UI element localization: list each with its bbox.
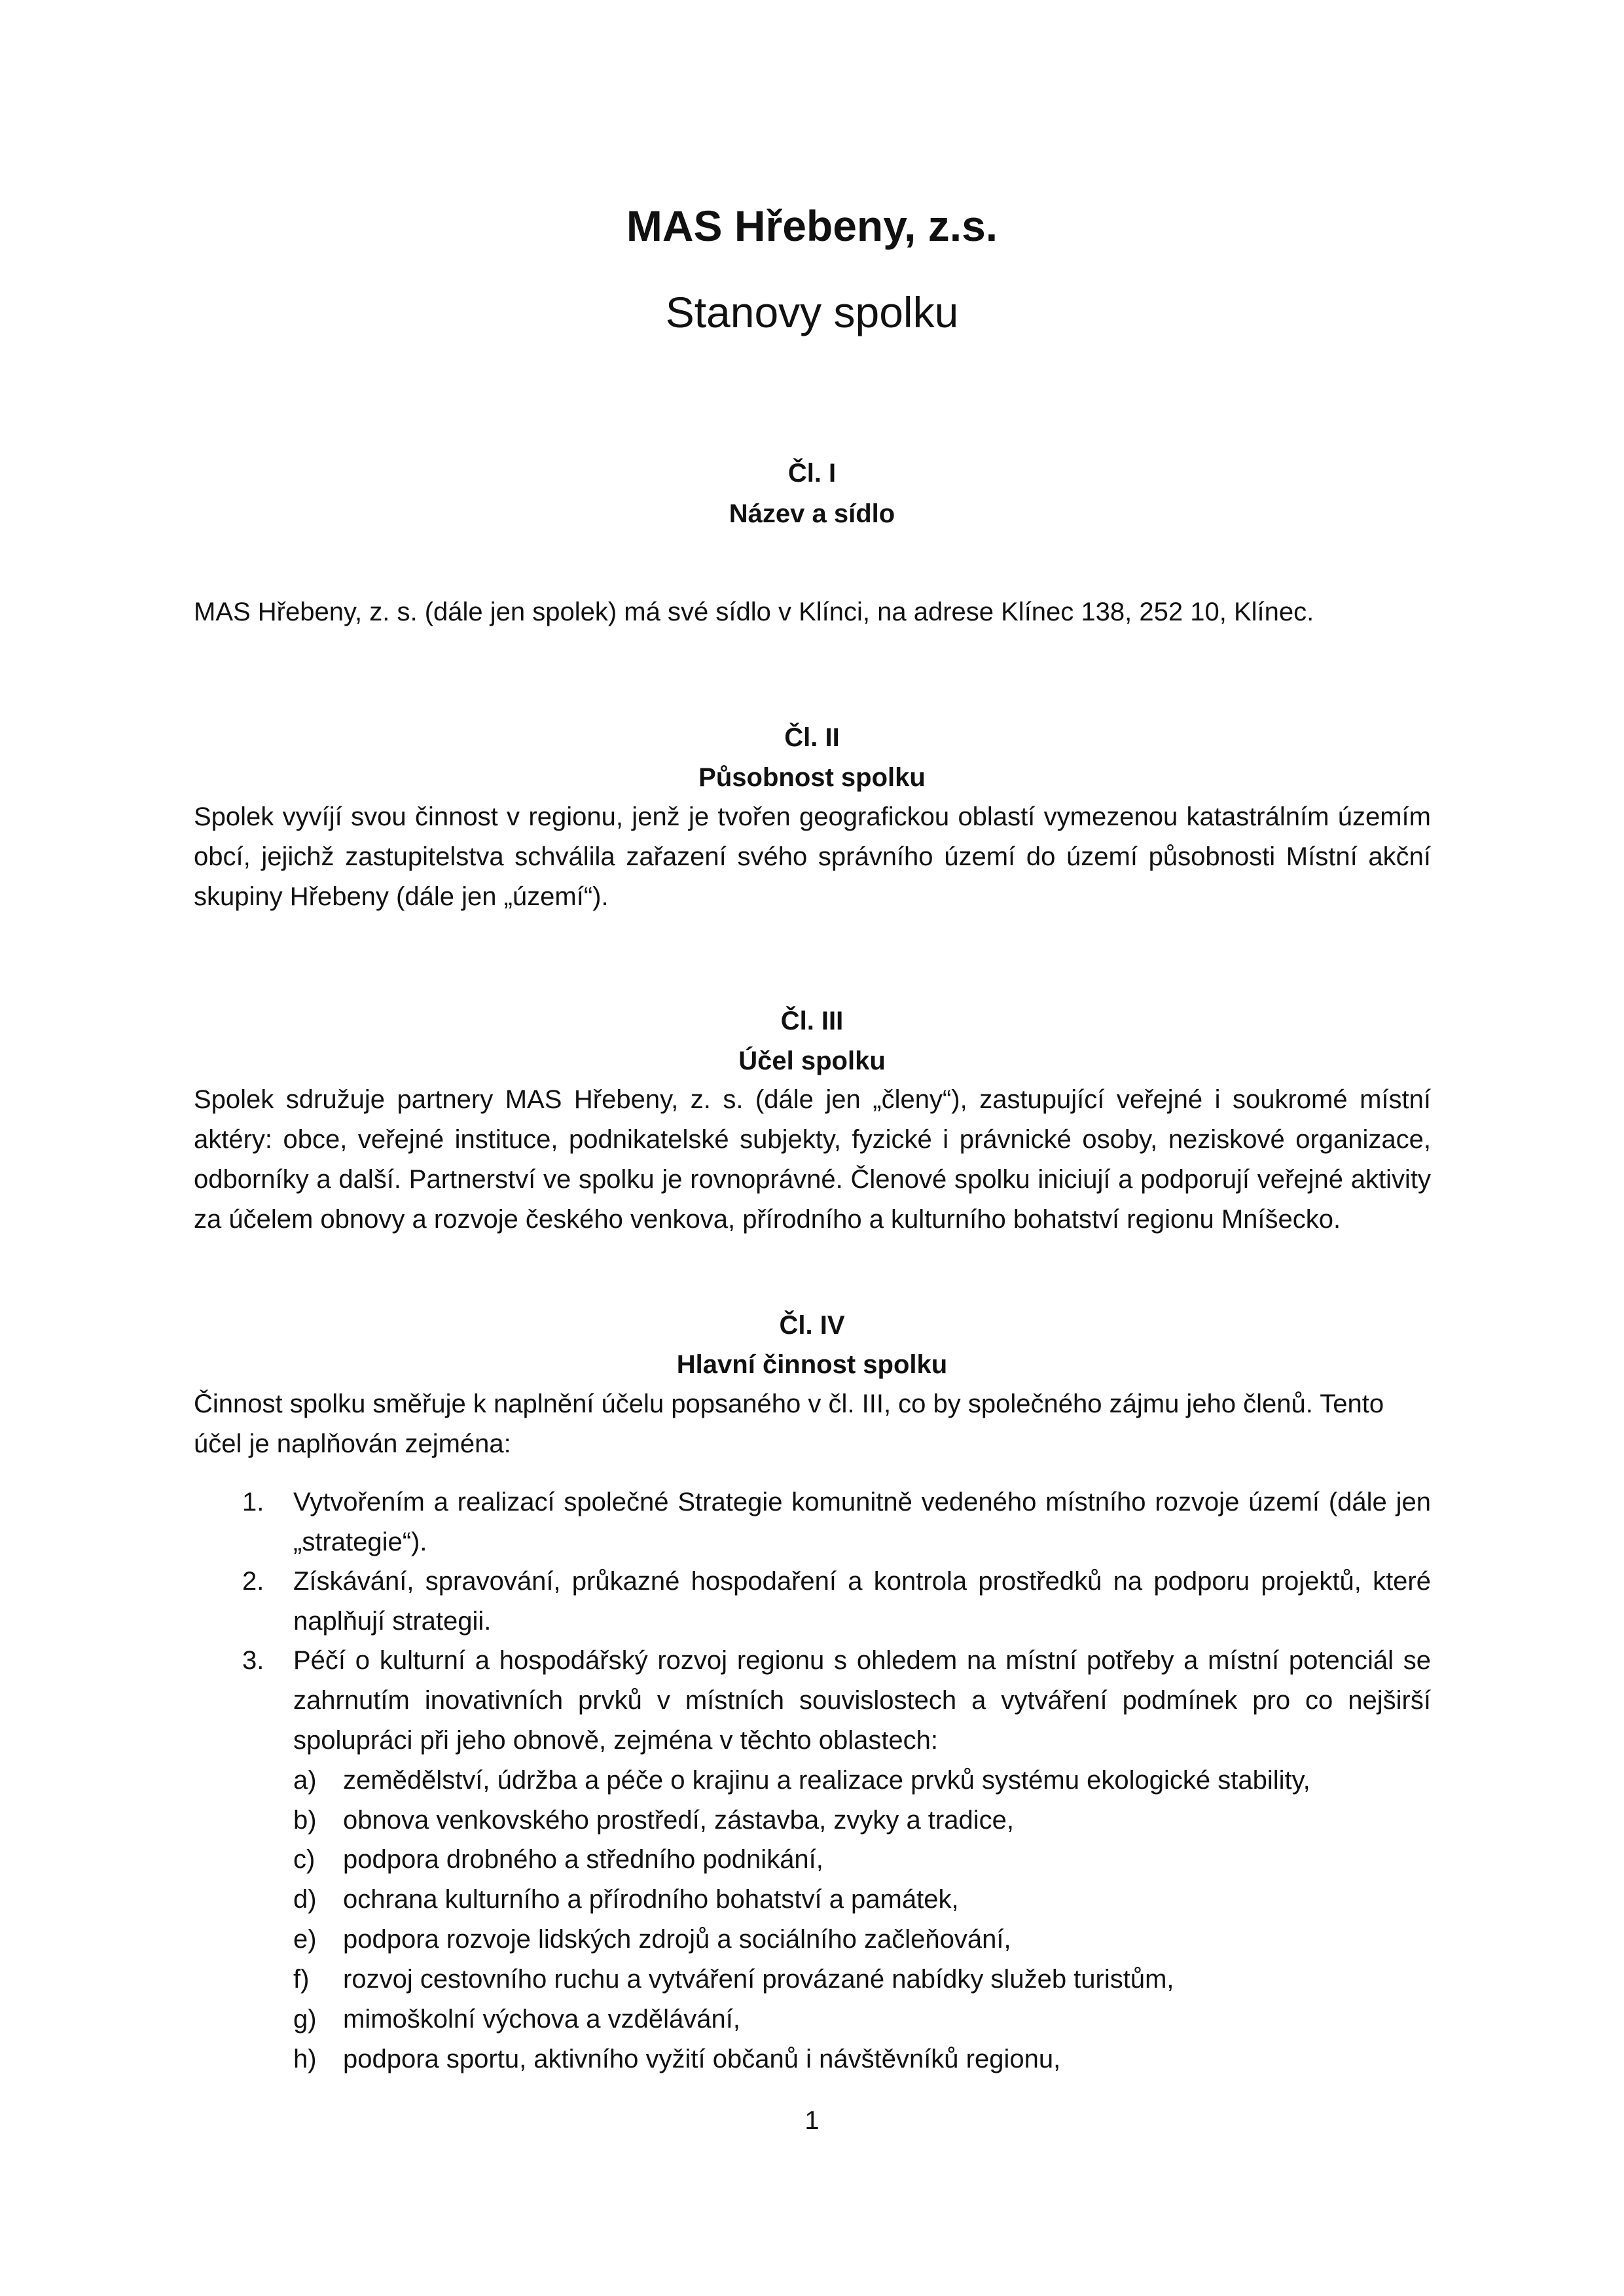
article-3-paragraph: Spolek sdružuje partnery MAS Hřebeny, z. s. (dále jen „členy“), zastupující veřejné i soukromé místní aktéry: obce, veřejné instituce, podnikatelské subjekty, fyzické i právnické osoby, neziskové organizace, odborníky a další. Partnerství ve spolku je rovnoprávné. Členové spolku iniciují a podporují veřejné aktivity za účelem obnovy a rozvoje českého venkova, přírodního a kulturního bohatství regionu Mníšecko.: [194, 1085, 1431, 1234]
sub-list-item-text: rozvoj cestovního ruchu a vytváření provázané nabídky služeb turistům,: [343, 1965, 1174, 1994]
article-2-paragraph: Spolek vyvíjí svou činnost v regionu, jenž je tvořen geografickou oblastí vymezenou katastrálním územím obcí, jejichž zastupitelstva schválila zařazení svého správního území do území působnosti Místní akční skupiny Hřebeny (dále jen „území“).: [194, 802, 1431, 911]
list-item: [242, 1482, 1431, 1562]
article-4-paragraph: Činnost spolku směřuje k naplnění účelu popsaného v čl. III, co by společného zájmu jeho členů. Tento účel je naplňován zejména:: [194, 1390, 1384, 1458]
article-2-number: Čl. II: [784, 723, 840, 752]
sub-list-item: [293, 1880, 1431, 1920]
sub-list-item-letter: a): [293, 1766, 317, 1795]
sub-list-item-text: podpora drobného a středního podnikání,: [343, 1845, 823, 1874]
sub-list-item: [293, 1920, 1431, 1960]
page-number: 1: [804, 2106, 820, 2135]
list-item: [242, 1562, 1431, 1641]
list-item-number: 1.: [242, 1488, 264, 1516]
list-item: [242, 1641, 1431, 1761]
list-item-text: Získávání, spravování, průkazné hospodaření a kontrola prostředků na podporu projektů, které naplňují strategii.: [293, 1567, 1431, 1636]
article-1-number: Čl. I: [787, 459, 837, 488]
sub-list-item-letter: g): [293, 2005, 317, 2034]
sub-list-item-letter: b): [293, 1806, 317, 1835]
article-2-heading: Působnost spolku: [698, 763, 926, 792]
sub-list-item-letter: f): [293, 1965, 310, 1994]
article-4-heading: Hlavní činnost spolku: [676, 1350, 948, 1379]
sub-list-item-text: podpora sportu, aktivního vyžití občanů i návštěvníků regionu,: [343, 2045, 1061, 2073]
sub-list-item: [293, 1801, 1431, 1840]
list-item-number: 3.: [242, 1646, 264, 1675]
article-1-paragraph: MAS Hřebeny, z. s. (dále jen spolek) má své sídlo v Klínci, na adrese Klínec 138, 252 10, Klínec.: [194, 598, 1314, 626]
sub-list-item-letter: h): [293, 2045, 317, 2073]
sub-list-item: [293, 1960, 1431, 2000]
article-3-heading: Účel spolku: [738, 1047, 886, 1075]
article-3-number: Čl. III: [780, 1007, 844, 1035]
article-1-heading: Název a sídlo: [729, 499, 895, 528]
sub-list-item: [293, 2039, 1431, 2079]
list-item-text: Péčí o kulturní a hospodářský rozvoj regionu s ohledem na místní potřeby a místní potenciál se zahrnutím inovativních prvků v místních souvislostech a vytváření podmínek pro co nejširší spolupráci při jeho obnově, zejména v těchto oblastech:: [293, 1646, 1431, 1755]
document-subtitle: Stanovy spolku: [665, 288, 959, 336]
sub-list-item: [293, 2000, 1431, 2039]
sub-list-item: [293, 1761, 1431, 1801]
sub-list-item-text: podpora rozvoje lidských zdrojů a sociálního začleňování,: [343, 1925, 1011, 1954]
sub-list-item-text: ochrana kulturního a přírodního bohatství a památek,: [343, 1885, 959, 1914]
sub-list-item-letter: d): [293, 1885, 317, 1914]
sub-list-item-letter: c): [293, 1845, 316, 1874]
article-4-number: Čl. IV: [779, 1311, 845, 1340]
sub-list-item-text: obnova venkovského prostředí, zástavba, zvyky a tradice,: [343, 1806, 1014, 1835]
sub-list-item-letter: e): [293, 1925, 317, 1954]
list-item-text: Vytvořením a realizací společné Strategie komunitně vedeného místního rozvoje území (dále jen „strategie“).: [293, 1488, 1431, 1556]
document-title: MAS Hřebeny, z.s.: [626, 202, 998, 250]
sub-list-item: [293, 1840, 1431, 1880]
list-item-number: 2.: [242, 1567, 264, 1596]
sub-list-item-text: zemědělství, údržba a péče o krajinu a realizace prvků systému ekologické stability,: [343, 1766, 1310, 1795]
sub-list-item-text: mimoškolní výchova a vzdělávání,: [343, 2005, 740, 2034]
